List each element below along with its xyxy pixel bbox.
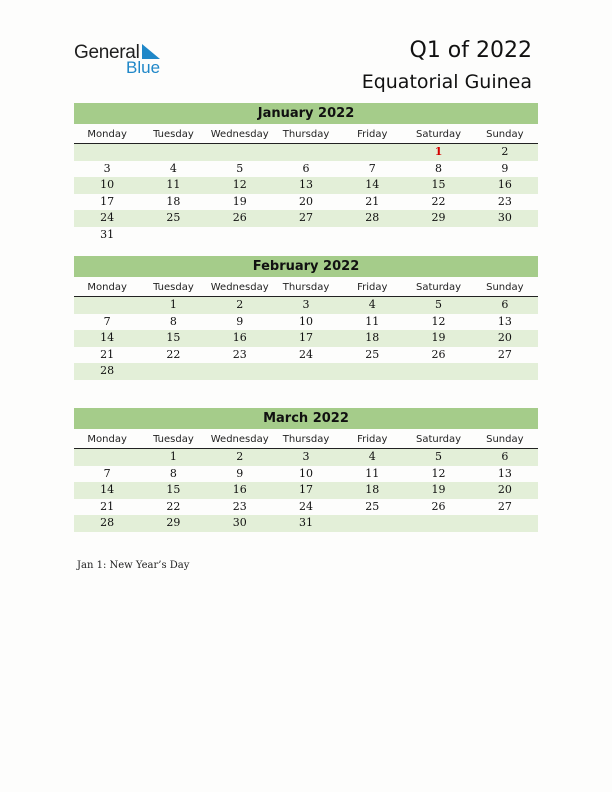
day-cell: 4 bbox=[368, 450, 376, 463]
month-calendar-january bbox=[74, 103, 538, 243]
day-cell: 21 bbox=[365, 194, 380, 208]
day-cell bbox=[339, 144, 405, 161]
day-cell: 9 bbox=[236, 466, 244, 480]
day-cell: 29 bbox=[166, 516, 181, 529]
week-row bbox=[74, 347, 538, 364]
day-cell: 7 bbox=[103, 314, 111, 328]
day-cell bbox=[339, 227, 405, 244]
day-cell: 26 bbox=[232, 211, 247, 224]
weekday-label: Sunday bbox=[486, 434, 524, 445]
day-cell: 23 bbox=[232, 499, 247, 513]
day-cell: 5 bbox=[236, 161, 244, 175]
week-row bbox=[74, 515, 538, 532]
weekday-label: Monday bbox=[87, 282, 127, 293]
day-cell: 23 bbox=[497, 194, 512, 208]
day-cell: 14 bbox=[100, 483, 115, 496]
day-cell: 11 bbox=[166, 178, 181, 191]
day-cell bbox=[140, 144, 206, 161]
day-cell: 21 bbox=[100, 499, 115, 513]
weekday-label: Saturday bbox=[416, 129, 462, 140]
week-row bbox=[74, 449, 538, 466]
week-row bbox=[74, 297, 538, 314]
day-cell: 12 bbox=[431, 314, 446, 328]
day-cell: 19 bbox=[232, 194, 247, 208]
day-cell: 22 bbox=[431, 194, 446, 208]
weekday-header-row bbox=[74, 432, 538, 449]
day-cell: 1 bbox=[169, 298, 177, 311]
day-cell: 14 bbox=[100, 331, 115, 344]
day-cell: 21 bbox=[100, 347, 115, 361]
day-cell: 15 bbox=[166, 331, 181, 344]
weekday-label: Friday bbox=[357, 282, 388, 293]
day-cell: 8 bbox=[169, 466, 177, 480]
day-cell: 6 bbox=[501, 450, 509, 463]
day-cell bbox=[140, 363, 206, 380]
day-cell: 15 bbox=[431, 178, 446, 191]
week-row bbox=[74, 210, 538, 227]
day-cell bbox=[273, 144, 339, 161]
day-cell: 8 bbox=[169, 314, 177, 328]
day-cell: 1 bbox=[169, 450, 177, 463]
day-cell: 12 bbox=[431, 466, 446, 480]
day-cell: 3 bbox=[302, 450, 310, 463]
day-cell: 19 bbox=[431, 483, 446, 496]
day-cell: 20 bbox=[497, 483, 512, 496]
day-cell bbox=[405, 515, 471, 532]
weekday-header-row bbox=[74, 280, 538, 297]
weekday-label: Wednesday bbox=[210, 129, 269, 140]
day-cell: 24 bbox=[298, 499, 313, 513]
day-cell: 20 bbox=[298, 194, 313, 208]
weekday-label: Wednesday bbox=[210, 434, 269, 445]
week-row bbox=[74, 144, 538, 161]
day-cell: 26 bbox=[431, 499, 446, 513]
day-cell: 4 bbox=[169, 161, 177, 175]
day-cell bbox=[405, 227, 471, 244]
day-cell: 14 bbox=[365, 178, 380, 191]
day-cell bbox=[339, 363, 405, 380]
day-cell: 16 bbox=[232, 483, 247, 496]
day-cell bbox=[74, 144, 140, 161]
day-cell: 6 bbox=[302, 161, 310, 175]
day-cell: 17 bbox=[298, 483, 313, 496]
logo-general-text: General bbox=[74, 42, 140, 63]
month-title: January 2022 bbox=[74, 103, 538, 124]
weekday-label: Sunday bbox=[486, 282, 524, 293]
day-cell: 13 bbox=[497, 466, 512, 480]
day-cell: 10 bbox=[298, 466, 313, 480]
day-cell bbox=[74, 297, 140, 314]
day-cell bbox=[207, 363, 273, 380]
day-cell: 7 bbox=[368, 161, 376, 175]
day-cell: 18 bbox=[365, 331, 380, 344]
week-row bbox=[74, 194, 538, 211]
day-cell: 23 bbox=[232, 347, 247, 361]
week-row bbox=[74, 161, 538, 178]
day-cell: 31 bbox=[298, 516, 313, 529]
weekday-header-row bbox=[74, 127, 538, 144]
week-row bbox=[74, 330, 538, 347]
day-cell: 19 bbox=[431, 331, 446, 344]
week-row bbox=[74, 177, 538, 194]
day-cell: 18 bbox=[166, 194, 181, 208]
week-row bbox=[74, 314, 538, 331]
day-cell: 22 bbox=[166, 347, 181, 361]
day-cell bbox=[472, 227, 538, 244]
weekday-label: Friday bbox=[357, 129, 388, 140]
month-title: March 2022 bbox=[74, 408, 538, 429]
weekday-label: Wednesday bbox=[210, 282, 269, 293]
weekday-label: Saturday bbox=[416, 282, 462, 293]
day-cell: 17 bbox=[100, 194, 115, 208]
day-cell: 6 bbox=[501, 298, 509, 311]
general-blue-logo bbox=[74, 42, 174, 78]
page-subtitle: Equatorial Guinea bbox=[361, 71, 532, 93]
day-cell bbox=[273, 227, 339, 244]
day-cell: 12 bbox=[232, 178, 247, 191]
day-cell: 16 bbox=[232, 331, 247, 344]
day-cell: 13 bbox=[298, 178, 313, 191]
day-cell: 5 bbox=[435, 450, 443, 463]
day-cell: 25 bbox=[166, 211, 181, 224]
week-row bbox=[74, 499, 538, 516]
day-cell: 28 bbox=[100, 364, 115, 377]
day-cell: 28 bbox=[100, 516, 115, 529]
page-title: Q1 of 2022 bbox=[409, 38, 532, 63]
day-cell bbox=[339, 515, 405, 532]
day-cell bbox=[207, 144, 273, 161]
day-cell bbox=[405, 363, 471, 380]
day-cell: 24 bbox=[298, 347, 313, 361]
day-cell: 30 bbox=[497, 211, 512, 224]
holiday-note: Jan 1: New Year’s Day bbox=[77, 560, 190, 571]
weekday-label: Tuesday bbox=[153, 129, 194, 140]
day-cell: 29 bbox=[431, 211, 446, 224]
month-calendar-february bbox=[74, 256, 538, 380]
day-cell: 2 bbox=[236, 450, 244, 463]
day-cell: 3 bbox=[302, 298, 310, 311]
day-cell: 4 bbox=[368, 298, 376, 311]
day-cell: 17 bbox=[298, 331, 313, 344]
weekday-label: Tuesday bbox=[153, 434, 194, 445]
week-row bbox=[74, 466, 538, 483]
day-cell: 25 bbox=[365, 499, 380, 513]
weekday-label: Tuesday bbox=[153, 282, 194, 293]
week-row bbox=[74, 363, 538, 380]
day-cell: 10 bbox=[298, 314, 313, 328]
day-cell: 24 bbox=[100, 211, 115, 224]
day-cell: 27 bbox=[497, 347, 512, 361]
day-cell: 16 bbox=[497, 178, 512, 191]
day-cell: 8 bbox=[435, 161, 443, 175]
day-cell: 22 bbox=[166, 499, 181, 513]
day-cell: 30 bbox=[232, 516, 247, 529]
day-cell: 27 bbox=[497, 499, 512, 513]
day-cell: 11 bbox=[365, 466, 380, 480]
month-title: February 2022 bbox=[74, 256, 538, 277]
week-row bbox=[74, 482, 538, 499]
day-cell: 7 bbox=[103, 466, 111, 480]
holiday-day-cell: 1 bbox=[434, 145, 443, 158]
day-cell: 3 bbox=[103, 161, 111, 175]
day-cell: 28 bbox=[365, 211, 380, 224]
weekday-label: Monday bbox=[87, 129, 127, 140]
day-cell: 2 bbox=[236, 298, 244, 311]
logo-blue-text: Blue bbox=[126, 58, 161, 77]
day-cell: 13 bbox=[497, 314, 512, 328]
day-cell bbox=[273, 363, 339, 380]
day-cell: 31 bbox=[100, 227, 115, 241]
weekday-label: Friday bbox=[357, 434, 388, 445]
weekday-label: Thursday bbox=[282, 434, 330, 445]
weekday-label: Thursday bbox=[282, 282, 330, 293]
week-row bbox=[74, 227, 538, 244]
weekday-label: Monday bbox=[87, 434, 127, 445]
day-cell: 9 bbox=[501, 161, 509, 175]
day-cell: 5 bbox=[435, 298, 443, 311]
day-cell bbox=[207, 227, 273, 244]
day-cell: 18 bbox=[365, 483, 380, 496]
weekday-label: Sunday bbox=[486, 129, 524, 140]
day-cell bbox=[74, 449, 140, 466]
day-cell bbox=[140, 227, 206, 244]
day-cell: 25 bbox=[365, 347, 380, 361]
day-cell: 10 bbox=[100, 178, 115, 191]
day-cell: 11 bbox=[365, 314, 380, 328]
month-calendar-march bbox=[74, 408, 538, 532]
weekday-label: Saturday bbox=[416, 434, 462, 445]
day-cell: 2 bbox=[501, 145, 509, 158]
day-cell: 26 bbox=[431, 347, 446, 361]
day-cell: 27 bbox=[298, 211, 313, 224]
weekday-label: Thursday bbox=[282, 129, 330, 140]
day-cell: 9 bbox=[236, 314, 244, 328]
day-cell: 20 bbox=[497, 331, 512, 344]
day-cell bbox=[472, 363, 538, 380]
day-cell bbox=[472, 515, 538, 532]
day-cell: 15 bbox=[166, 483, 181, 496]
